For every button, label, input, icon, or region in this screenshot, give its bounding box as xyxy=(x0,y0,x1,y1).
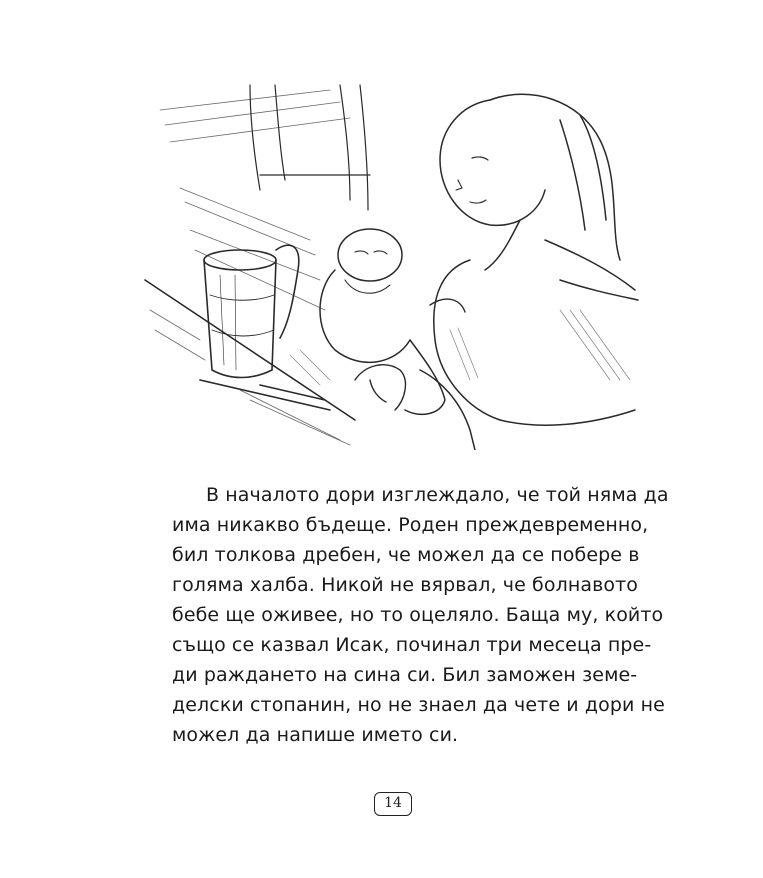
text-line: В началото дори изглеждало, че той няма да xyxy=(206,484,669,506)
woman-body xyxy=(420,220,638,450)
table-edge xyxy=(145,280,355,420)
text-line: също се казвал Исак, починал три месеца пре- xyxy=(172,634,652,656)
baby xyxy=(320,229,445,414)
body-paragraph xyxy=(172,480,669,750)
text-line: ди раждането на сина си. Бил заможен земе- xyxy=(172,664,638,686)
text-line: голяма халба. Никой не вярвал, че болнавото xyxy=(172,574,639,596)
text-line: има никакво бъдеще. Роден преждевременно, xyxy=(172,514,649,536)
tankard xyxy=(204,245,299,377)
text-line: бебе ще оживее, но то оцеляло. Баща му, който xyxy=(172,604,664,626)
text-line: бил толкова дребен, че можел да се побере в xyxy=(172,544,640,566)
woman-head xyxy=(440,94,620,260)
chair-back xyxy=(250,85,370,210)
illustration-mother-with-baby xyxy=(140,80,640,450)
shading xyxy=(290,310,630,385)
hands xyxy=(355,299,465,410)
page-number: 14 xyxy=(374,792,412,816)
text-line: делски стопанин, но не знаел да чете и дори не xyxy=(172,694,665,716)
text-line: можел да напише името си. xyxy=(172,724,459,746)
